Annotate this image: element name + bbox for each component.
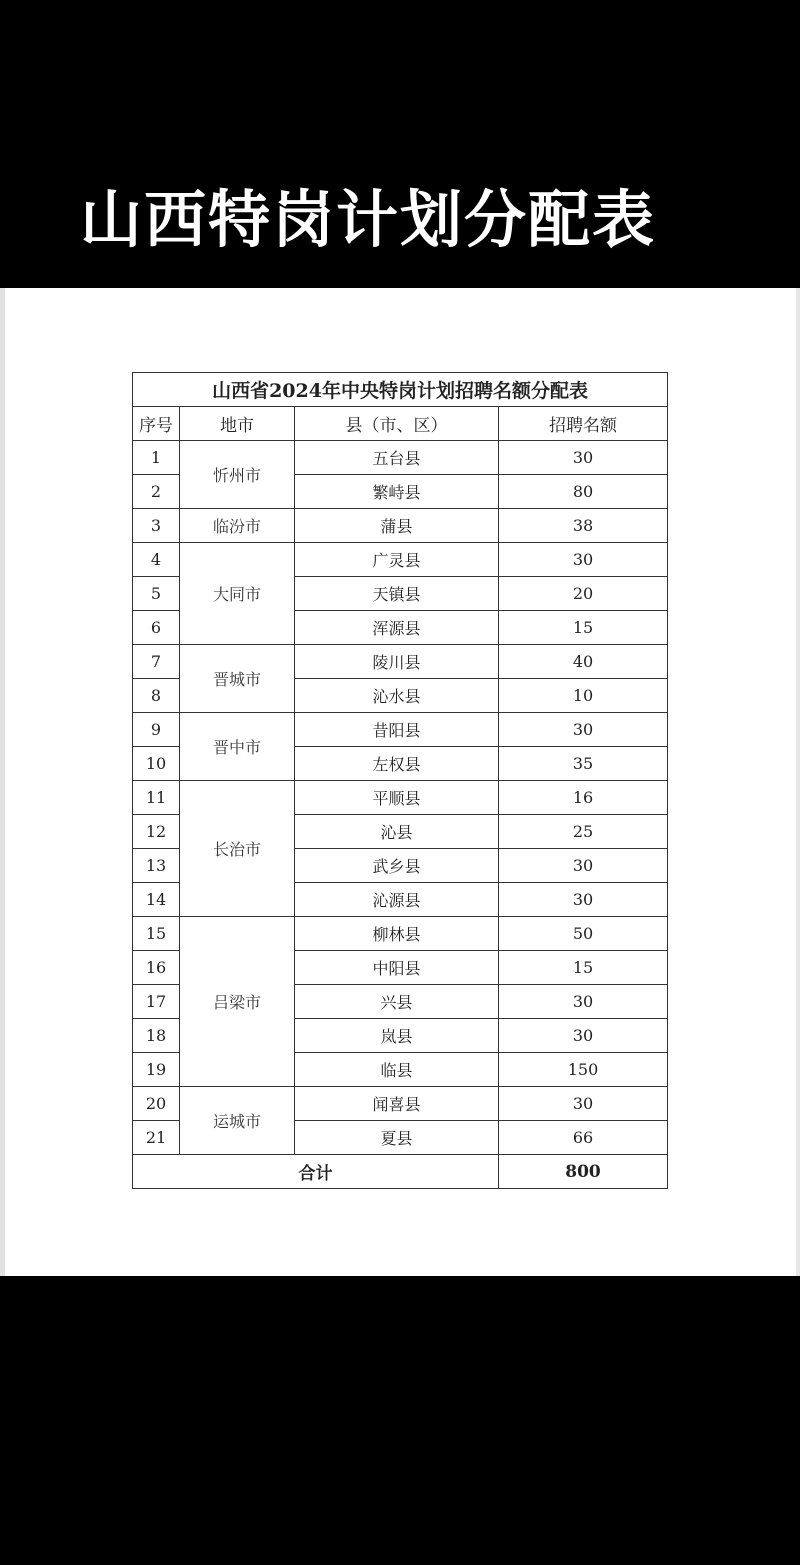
county-cell: 沁县 bbox=[295, 815, 499, 849]
county-cell: 广灵县 bbox=[295, 543, 499, 577]
quota-cell: 50 bbox=[499, 917, 668, 951]
serial-cell: 17 bbox=[133, 985, 180, 1019]
quota-cell: 30 bbox=[499, 1087, 668, 1121]
header-quota: 招聘名额 bbox=[499, 407, 668, 441]
quota-cell: 20 bbox=[499, 577, 668, 611]
table-row bbox=[133, 917, 668, 951]
city-cell: 大同市 bbox=[180, 543, 295, 645]
county-cell: 陵川县 bbox=[295, 645, 499, 679]
total-label: 合计 bbox=[133, 1155, 499, 1189]
serial-cell: 15 bbox=[133, 917, 180, 951]
quota-cell: 30 bbox=[499, 1019, 668, 1053]
city-cell: 吕梁市 bbox=[180, 917, 295, 1087]
county-cell: 武乡县 bbox=[295, 849, 499, 883]
quota-cell: 16 bbox=[499, 781, 668, 815]
quota-cell: 30 bbox=[499, 849, 668, 883]
serial-cell: 5 bbox=[133, 577, 180, 611]
table-row bbox=[133, 1087, 668, 1121]
serial-cell: 1 bbox=[133, 441, 180, 475]
total-value: 800 bbox=[499, 1155, 668, 1189]
serial-cell: 8 bbox=[133, 679, 180, 713]
serial-cell: 9 bbox=[133, 713, 180, 747]
county-cell: 天镇县 bbox=[295, 577, 499, 611]
quota-cell: 40 bbox=[499, 645, 668, 679]
quota-cell: 38 bbox=[499, 509, 668, 543]
county-cell: 柳林县 bbox=[295, 917, 499, 951]
county-cell: 沁水县 bbox=[295, 679, 499, 713]
county-cell: 闻喜县 bbox=[295, 1087, 499, 1121]
serial-cell: 7 bbox=[133, 645, 180, 679]
city-cell: 晋中市 bbox=[180, 713, 295, 781]
quota-cell: 30 bbox=[499, 543, 668, 577]
county-cell: 夏县 bbox=[295, 1121, 499, 1155]
quota-cell: 150 bbox=[499, 1053, 668, 1087]
serial-cell: 13 bbox=[133, 849, 180, 883]
quota-cell: 25 bbox=[499, 815, 668, 849]
serial-cell: 4 bbox=[133, 543, 180, 577]
serial-cell: 20 bbox=[133, 1087, 180, 1121]
serial-cell: 21 bbox=[133, 1121, 180, 1155]
county-cell: 沁源县 bbox=[295, 883, 499, 917]
quota-cell: 80 bbox=[499, 475, 668, 509]
table-body bbox=[133, 441, 668, 1155]
quota-cell: 66 bbox=[499, 1121, 668, 1155]
table-header-row bbox=[133, 407, 668, 441]
county-cell: 中阳县 bbox=[295, 951, 499, 985]
city-cell: 长治市 bbox=[180, 781, 295, 917]
serial-cell: 19 bbox=[133, 1053, 180, 1087]
table-title: 山西省2024年中央特岗计划招聘名额分配表 bbox=[133, 373, 668, 407]
county-cell: 五台县 bbox=[295, 441, 499, 475]
quota-cell: 30 bbox=[499, 441, 668, 475]
table-row bbox=[133, 713, 668, 747]
quota-cell: 30 bbox=[499, 713, 668, 747]
serial-cell: 2 bbox=[133, 475, 180, 509]
header-county: 县（市、区） bbox=[295, 407, 499, 441]
serial-cell: 16 bbox=[133, 951, 180, 985]
total-row bbox=[133, 1155, 668, 1189]
quota-table bbox=[132, 372, 668, 1189]
serial-cell: 3 bbox=[133, 509, 180, 543]
table-row bbox=[133, 781, 668, 815]
serial-cell: 12 bbox=[133, 815, 180, 849]
quota-cell: 15 bbox=[499, 951, 668, 985]
quota-cell: 35 bbox=[499, 747, 668, 781]
table-row bbox=[133, 441, 668, 475]
county-cell: 蒲县 bbox=[295, 509, 499, 543]
table-row bbox=[133, 645, 668, 679]
city-cell: 晋城市 bbox=[180, 645, 295, 713]
serial-cell: 6 bbox=[133, 611, 180, 645]
serial-cell: 14 bbox=[133, 883, 180, 917]
county-cell: 岚县 bbox=[295, 1019, 499, 1053]
header-serial: 序号 bbox=[133, 407, 180, 441]
county-cell: 临县 bbox=[295, 1053, 499, 1087]
quota-cell: 10 bbox=[499, 679, 668, 713]
serial-cell: 11 bbox=[133, 781, 180, 815]
table-row bbox=[133, 509, 668, 543]
quota-cell: 30 bbox=[499, 985, 668, 1019]
county-cell: 昔阳县 bbox=[295, 713, 499, 747]
bottom-banner bbox=[0, 1276, 800, 1565]
table-title-row bbox=[133, 373, 668, 407]
county-cell: 浑源县 bbox=[295, 611, 499, 645]
top-banner bbox=[0, 0, 800, 288]
county-cell: 左权县 bbox=[295, 747, 499, 781]
header-city: 地市 bbox=[180, 407, 295, 441]
quota-cell: 15 bbox=[499, 611, 668, 645]
serial-cell: 18 bbox=[133, 1019, 180, 1053]
serial-cell: 10 bbox=[133, 747, 180, 781]
table-row bbox=[133, 543, 668, 577]
city-cell: 临汾市 bbox=[180, 509, 295, 543]
quota-cell: 30 bbox=[499, 883, 668, 917]
banner-title: 山西特岗计划分配表 bbox=[80, 183, 657, 256]
city-cell: 忻州市 bbox=[180, 441, 295, 509]
county-cell: 平顺县 bbox=[295, 781, 499, 815]
county-cell: 繁峙县 bbox=[295, 475, 499, 509]
city-cell: 运城市 bbox=[180, 1087, 295, 1155]
county-cell: 兴县 bbox=[295, 985, 499, 1019]
